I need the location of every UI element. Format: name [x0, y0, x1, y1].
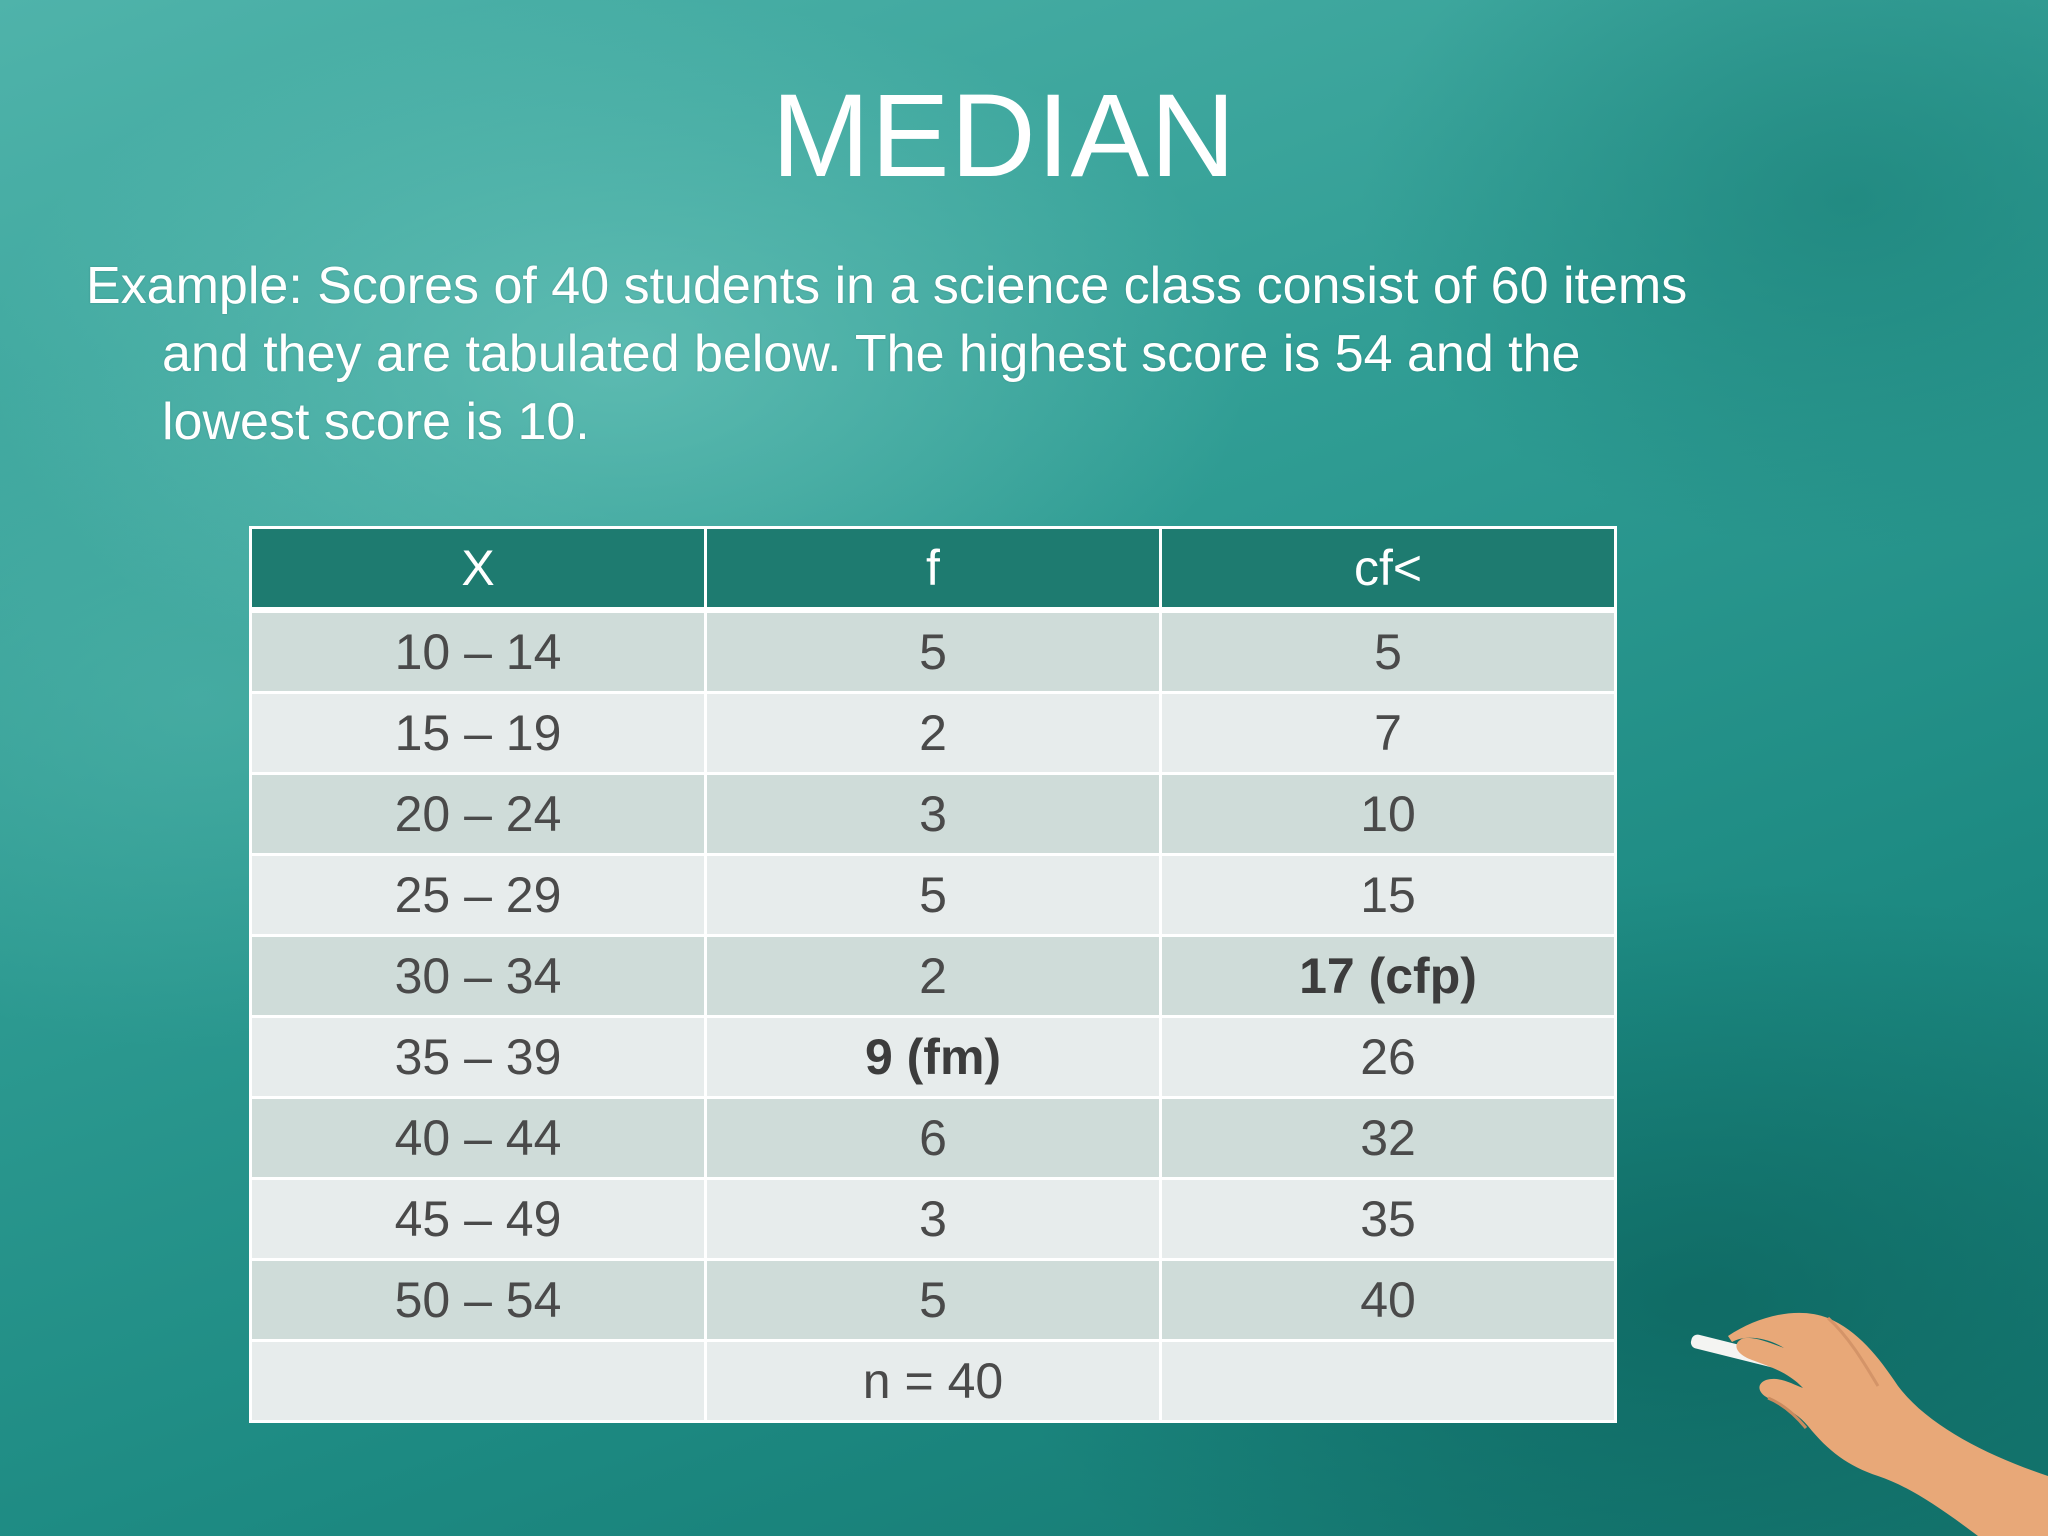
cell-f: 6: [706, 1098, 1161, 1179]
table-row: [251, 855, 1616, 936]
example-line-2: and they are tabulated below. The highest score is 54 and the: [162, 325, 1581, 383]
cell-cf: 32: [1161, 1098, 1616, 1179]
cell-x: 10 – 14: [251, 610, 706, 693]
hand-icon: [1728, 1313, 2048, 1536]
cell-x: 15 – 19: [251, 693, 706, 774]
cell-x: 25 – 29: [251, 855, 706, 936]
cell-f: 3: [706, 1179, 1161, 1260]
cell-f: 5: [706, 855, 1161, 936]
cell-cf-cfp: 17 (cfp): [1161, 936, 1616, 1017]
cell-x: 40 – 44: [251, 1098, 706, 1179]
table-row: [251, 1017, 1616, 1098]
table-row: [251, 936, 1616, 1017]
cell-f: 2: [706, 693, 1161, 774]
cell-cf: 35: [1161, 1179, 1616, 1260]
table-total-row: [251, 1341, 1616, 1422]
frequency-table: [249, 526, 1617, 1423]
table-row: [251, 774, 1616, 855]
example-line-1: Example: Scores of 40 students in a science class consist of 60 items: [86, 257, 1688, 315]
cell-cf: 15: [1161, 855, 1616, 936]
cell-cf: 5: [1161, 610, 1616, 693]
table-row: [251, 1179, 1616, 1260]
cell-x: 50 – 54: [251, 1260, 706, 1341]
example-line-3: lowest score is 10.: [162, 393, 590, 451]
table-row: [251, 693, 1616, 774]
cell-cf: 26: [1161, 1017, 1616, 1098]
cell-f: 5: [706, 610, 1161, 693]
table-header-row: [251, 528, 1616, 611]
cell-x: 30 – 34: [251, 936, 706, 1017]
header-f: f: [706, 528, 1161, 611]
header-cf: cf<: [1161, 528, 1616, 611]
cell-f: 5: [706, 1260, 1161, 1341]
table-row: [251, 1260, 1616, 1341]
cell-f: 3: [706, 774, 1161, 855]
cell-f-fm: 9 (fm): [706, 1017, 1161, 1098]
cell-x: 45 – 49: [251, 1179, 706, 1260]
cell-cf: 10: [1161, 774, 1616, 855]
table-row: [251, 1098, 1616, 1179]
cell-x: 35 – 39: [251, 1017, 706, 1098]
cell-total: n = 40: [706, 1341, 1161, 1422]
cell-cf: 7: [1161, 693, 1616, 774]
cell-cf: 40: [1161, 1260, 1616, 1341]
table-row: [251, 610, 1616, 693]
slide-title-text: MEDIAN: [771, 70, 1237, 202]
cell-x: [251, 1341, 706, 1422]
cell-cf: [1161, 1341, 1616, 1422]
header-x: X: [251, 528, 706, 611]
hand-with-chalk-image: [1688, 1276, 2048, 1536]
cell-x: 20 – 24: [251, 774, 706, 855]
example-text: [86, 252, 1946, 456]
cell-f: 2: [706, 936, 1161, 1017]
slide-title: [0, 68, 2048, 204]
